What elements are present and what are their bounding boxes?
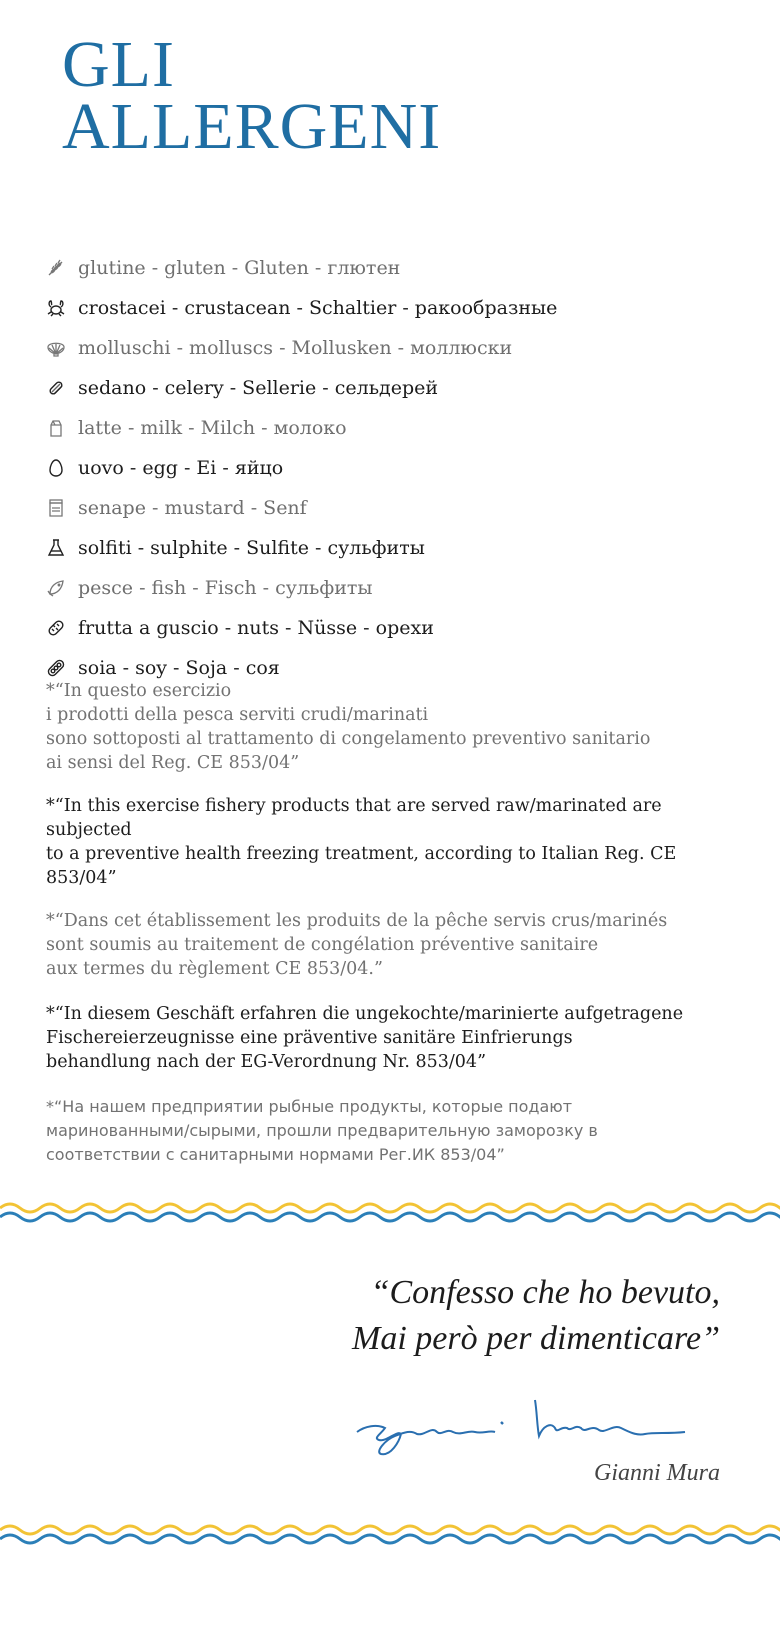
note-line: *“Dans cet établissement les produits de la pêche servis crus/marinés	[46, 911, 668, 931]
note-line: to a preventive health freezing treatment, according to Italian Reg. CE	[46, 844, 677, 864]
quote	[120, 1270, 720, 1362]
note-line: *“In questo esercizio	[46, 681, 232, 701]
fish-icon	[46, 578, 66, 598]
signature-name: Gianni Mura	[594, 1460, 720, 1486]
note-line: subjected	[46, 820, 132, 840]
allergen-item-fish	[46, 568, 726, 608]
allergen-label: pesce - fish - Fisch - сульфиты	[78, 577, 373, 599]
allergen-list	[46, 248, 726, 688]
page-title	[62, 28, 442, 163]
note-line: sono sottoposti al trattamento di congelamento preventivo sanitario	[46, 729, 651, 749]
soy-pod-icon	[46, 658, 66, 678]
note-line: *“In diesem Geschäft erfahren die ungekochte/marinierte aufgetragene	[46, 1004, 684, 1024]
wave-yellow-line	[0, 1526, 780, 1534]
nut-icon	[46, 618, 66, 638]
allergen-item-crustacean	[46, 288, 726, 328]
allergen-item-nuts	[46, 608, 726, 648]
note-line: *“На нашем предприятии рыбные продукты, которые подают	[46, 1097, 573, 1116]
note-line: Fischereierzeugnisse eine präventive sanitäre Einfrierungs	[46, 1028, 573, 1048]
title-line-2: ALLERGENI	[62, 90, 442, 163]
wave-divider-top	[0, 1198, 780, 1228]
allergen-label: frutta a guscio - nuts - Nüsse - орехи	[78, 617, 434, 639]
mustard-jar-icon	[46, 498, 66, 518]
note-line: aux termes du règlement CE 853/04.”	[46, 959, 383, 979]
allergen-item-sulphite	[46, 528, 726, 568]
note-line: *“In this exercise fishery products that are served raw/marinated are	[46, 796, 662, 816]
allergen-label: molluschi - molluscs - Mollusken - моллюски	[78, 337, 513, 359]
note-line: маринованными/сырыми, прошли предварительную заморозку в	[46, 1121, 598, 1140]
note-line: ai sensi del Reg. CE 853/04”	[46, 753, 300, 773]
note-line: 853/04”	[46, 868, 117, 888]
wave-divider-bottom	[0, 1520, 780, 1550]
note-line: sont soumis au traitement de congélation préventive sanitaire	[46, 935, 599, 955]
allergen-label: crostacei - crustacean - Schaltier - ракообразные	[78, 297, 558, 319]
handwritten-signature	[355, 1390, 690, 1460]
allergen-item-mustard	[46, 488, 726, 528]
flask-icon	[46, 538, 66, 558]
wave-blue-line	[0, 1213, 780, 1221]
note-line: i prodotti della pesca serviti crudi/marinati	[46, 705, 429, 725]
celery-icon	[46, 378, 66, 398]
egg-icon	[46, 458, 66, 478]
allergen-label: glutine - gluten - Gluten - глютен	[78, 257, 401, 279]
note-french	[46, 909, 736, 981]
title-line-1: GLI	[62, 28, 175, 101]
allergen-item-gluten	[46, 248, 726, 288]
note-german	[46, 1002, 736, 1074]
allergen-label: senape - mustard - Senf	[78, 497, 307, 519]
note-italian	[46, 679, 736, 775]
allergen-item-milk	[46, 408, 726, 448]
allergen-label: solfiti - sulphite - Sulfite - сульфиты	[78, 537, 425, 559]
milk-carton-icon	[46, 418, 66, 438]
note-russian	[46, 1095, 736, 1167]
shell-icon	[46, 338, 66, 358]
allergen-item-molluscs	[46, 328, 726, 368]
allergen-label: sedano - celery - Sellerie - сельдерей	[78, 377, 439, 399]
note-english	[46, 794, 736, 890]
allergen-label: uovo - egg - Ei - яйцо	[78, 457, 284, 479]
allergen-item-celery	[46, 368, 726, 408]
quote-line-2: Mai però per dimenticare”	[352, 1320, 720, 1357]
allergen-label: latte - milk - Milch - молоко	[78, 417, 347, 439]
wave-yellow-line	[0, 1204, 780, 1212]
allergen-item-egg	[46, 448, 726, 488]
note-line: behandlung nach der EG-Verordnung Nr. 853/04”	[46, 1052, 487, 1072]
quote-line-1: “Confesso che ho bevuto,	[370, 1274, 720, 1311]
wave-blue-line	[0, 1535, 780, 1543]
wheat-icon	[46, 258, 66, 278]
crab-icon	[46, 298, 66, 318]
allergen-label: soia - soy - Soja - соя	[78, 657, 280, 679]
note-line: соответствии с санитарными нормами Рег.ИК 853/04”	[46, 1145, 505, 1164]
